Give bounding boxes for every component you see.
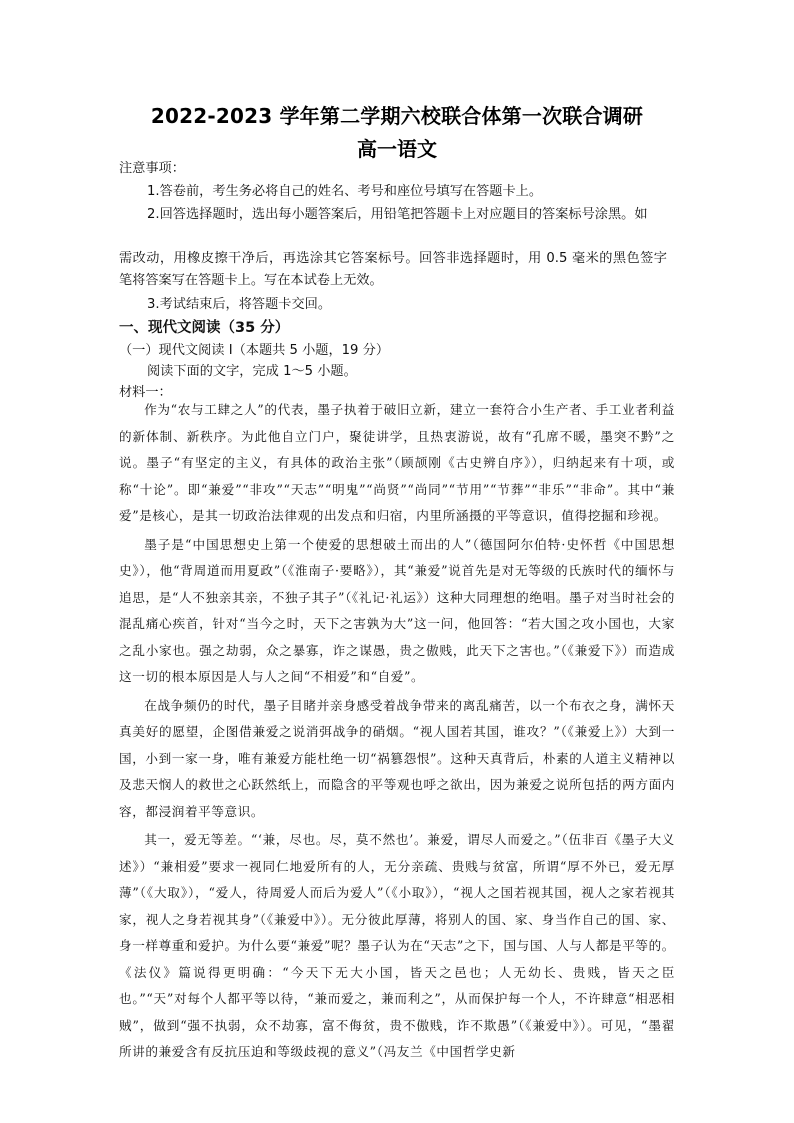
exam-subject: 高一语文 — [357, 137, 437, 161]
notes-heading: 注意事项： — [119, 161, 185, 176]
passage-paragraph: 作为“农与工肆之人”的代表，墨子执着于破旧立新，建立一套符合小生产者、手工业者利益的新体制、新秩序。为此他自立门户，聚徒讲学，且热衷游说，故有“孔席不暖，墨突不黔”之说。墨子“有坚定的主义，有具体的政治主张”（顾颉刚《古史辨自序》），归纳起来有十项，或称“十论”。即“兼爱”“非攻”“天志”“明鬼”“尚贤”“尚同”“节用”“节葬”“非乐”“非命”。其中“兼爱”是核心，是其一切政治法律观的出发点和归宿，内里所涵摄的平等意识，值得挖掘和珍视。 — [119, 402, 675, 523]
note-item-2-line-1: 2.回答选择题时，选出每小题答案后，用铅笔把答题卡上对应题目的答案标号涂黑。如 — [147, 207, 648, 222]
exam-title: 2022-2023 学年第二学期六校联合体第一次联合调研 — [150, 104, 644, 128]
passage-paragraph: 墨子是“中国思想史上第一个使爱的思想破土而出的人”（德国阿尔伯特·史怀哲《中国思想史》），他“背周道而用夏政”（《淮南子·要略》），其“兼爱”说首先是对无等级的氏族时代的缅怀与追思，是“人不独亲其亲，不独子其子”（《礼记·礼运》）这种大同理想的绝唱。墨子对当时社会的混乱痛心疾首，针对“当今之时，天下之害孰为大”这一问，他回答：“若大国之攻小国也，大家之乱小家也。强之劫弱，众之暴寡，诈之谋愚，贵之傲贱，此天下之害也。”（《兼爱下》）而造成这一切的根本原因是人与人之间“不相爱”和“自爱”。 — [119, 536, 675, 684]
material-label: 材料一： — [119, 385, 172, 400]
section-sub-heading: （一）现代文阅读 I（本题共 5 小题，19 分） — [119, 343, 390, 358]
note-item-2-line-2: 需改动，用橡皮擦干净后，再选涂其它答案标号。回答非选择题时，用 0.5 毫米的黑色签字 — [119, 251, 667, 266]
note-item-1: 1.答卷前，考生务必将自己的姓名、考号和座位号填写在答题卡上。 — [147, 184, 543, 199]
notes-block — [119, 160, 679, 402]
passage-paragraph: 其一，爱无等差。“‘兼，尽也。尽，莫不然也’。兼爱，谓尽人而爱之。”（伍非百《墨子大义述》）“兼相爱”要求一视同仁地爱所有的人，无分亲疏、贵贱与贫富，所谓“厚不外已，爱无厚薄”（《大取》），“爱人，待周爱人而后为爱人”（《小取》），“视人之国若视其国，视人之家若视其家，视人之身若视其身”（《兼爱中》）。无分彼此厚薄，将别人的国、家、身当作自己的国、家、身一样尊重和爱护。为什么要“兼爱”呢？墨子认为在“天志”之下，国与国、人与人都是平等的。《法仪》篇说得更明确：“今天下无大小国，皆天之邑也；人无幼长、贵贱，皆天之臣也。”“天”对每个人都平等以待，“兼而爱之，兼而利之”，从而保护每一个人，不许肆意“相恶相贼”，做到“强不执弱，众不劫寡，富不侮贫，贵不傲贱，诈不欺愚”（《兼爱中》）。可见，“墨翟所讲的兼爱含有反抗压迫和等级歧视的意义”（冯友兰《中国哲学史新 — [119, 832, 675, 1059]
passage-paragraph: 在战争频仍的时代，墨子目睹并亲身感受着战争带来的离乱痛苦，以一个布衣之身，满怀天真美好的愿望，企图借兼爱之说消弭战争的硝烟。“视人国若其国，谁攻？”（《兼爱上》）大到一国，小到一家一身，唯有兼爱方能杜绝一切“祸篡怨恨”。这种天真背后，朴素的人道主义精神以及悲天悯人的救世之心跃然纸上，而隐含的平等观也呼之欲出，因为兼爱之说所包括的两方面内容，都浸润着平等意识。 — [119, 697, 675, 819]
note-item-3: 3.考试结束后，将答题卡交回。 — [147, 297, 332, 312]
reading-passage — [119, 397, 675, 1066]
section-heading: 一、现代文阅读（35 分） — [119, 320, 290, 336]
reading-instruction: 阅读下面的文字，完成 1～5 小题。 — [147, 364, 357, 379]
note-item-2-line-3: 笔将答案写在答题卡上。写在本试卷上无效。 — [119, 273, 383, 288]
